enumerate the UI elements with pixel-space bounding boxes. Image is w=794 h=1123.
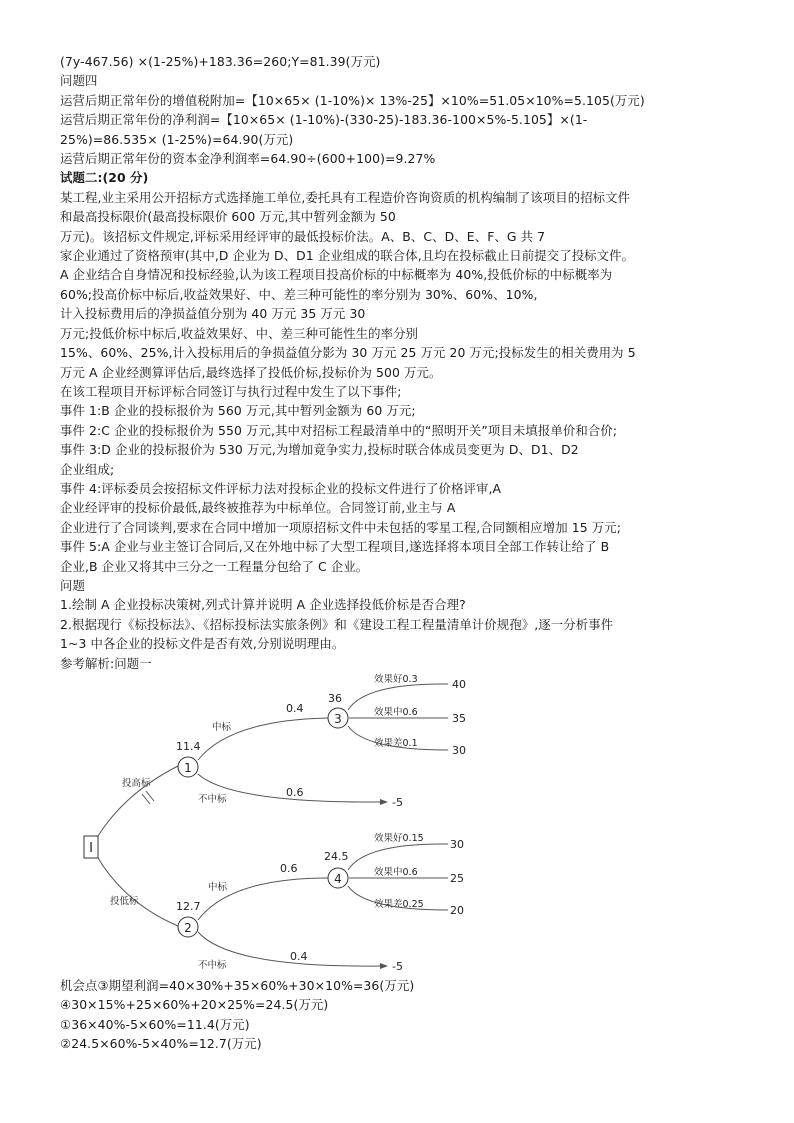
win-label: 中标 (212, 722, 232, 733)
paragraph-line: A 企业结合自身情况和投标经验,认为该工程项目投高价标的中标概率为 40%,投低价标的中标概率为 (60, 267, 613, 283)
event-line: 事件 1:B 企业的投标报价为 560 万元,其中暂列金额为 60 万元; (60, 403, 416, 419)
win-label: 中标 (208, 882, 228, 893)
answer-heading: 参考解析:问题一 (60, 655, 152, 671)
prob-win-low: 0.6 (280, 862, 298, 875)
payoff-value: 35 (452, 712, 466, 725)
prune-mark (142, 794, 150, 804)
payoff-value: 20 (450, 904, 464, 917)
chance-node-1-label: 1 (184, 761, 192, 775)
paragraph-line: 某工程,业主采用公开招标方式选择施工单位,委托具有工程造价咨询资质的机构编制了该项目的招标文件 (60, 189, 631, 205)
branch-low (98, 858, 178, 926)
lose-label: 不中标 (198, 960, 227, 971)
event-line: 企业组成; (60, 461, 115, 477)
low-bid-label: 投低标 (110, 896, 139, 907)
outcome-label: 效果差0.25 (374, 899, 424, 910)
chance-node-2-label: 2 (184, 921, 192, 935)
question-item: 1~3 中各企业的投标文件是否有效,分别说明理由。 (60, 636, 345, 652)
lose-label: 不中标 (198, 794, 227, 805)
question-item: 1.绘制 A 企业投标决策树,列式计算并说明 A 企业选择投低价标是否合理? (60, 597, 466, 613)
outcome-label: 效果好0.3 (374, 674, 418, 685)
chance-node-3-label: 3 (334, 712, 342, 726)
question-item: 2.根据现行《标投标法》、《招标投标法实旅条例》和《建设工程工程量清单计价规孢》,逐一分析事件 (60, 616, 614, 632)
arrow-icon (380, 799, 388, 805)
formula-line: 运营后期正常年份的增值税附加=【10×65× (1-10%)× 13%-25】×10%=51.05×10%=5.105(万元) (60, 92, 645, 108)
arrow-icon (380, 963, 388, 969)
calc-line: ①36×40%-5×60%=11.4(万元) (60, 1016, 250, 1032)
event-line: 事件 2:C 企业的投标报价为 550 万元,其中对招标工程最清单中的“照明开关”项目未填报单价和合价; (60, 422, 618, 438)
calc-line: ②24.5×60%-5×40%=12.7(万元) (60, 1036, 262, 1052)
outcome-label: 效果中0.6 (374, 707, 418, 718)
outcome-label: 效果中0.6 (374, 867, 418, 878)
ev-node-4: 24.5 (324, 850, 349, 863)
paragraph-line: 15%、60%、25%,计入投标用后的争损益值分影为 30 万元 25 万元 20 万元;投标发生的相关费用为 5 (60, 345, 636, 361)
event-line: 事件 3:D 企业的投标报价为 530 万元,为增加竟争实力,投标时联合体成员变更为 D、D1、D2 (60, 442, 579, 458)
payoff-value: 30 (450, 838, 464, 851)
decision-node-label: I (89, 841, 93, 856)
paragraph-line: 家企业通过了资格预审(其中,D 企业为 D、D1 企业组成的联合体,且均在投标截止日前提交了投标文件。 (60, 248, 635, 264)
prune-mark (146, 791, 154, 801)
paragraph-line: 万元 A 企业经测算评估后,最终选择了投低价标,投标价为 500 万元。 (60, 364, 442, 380)
decision-tree-diagram (80, 668, 480, 978)
paragraph-line: 万元;投低价标中标后,收益效果好、中、差三种可能性生的率分别 (60, 325, 419, 341)
payoff-value: -5 (392, 796, 403, 809)
high-bid-label: 投高标 (122, 778, 151, 789)
outcome-label: 效果差0.1 (374, 738, 418, 749)
section-title: 试题二:(20 分) (60, 170, 149, 186)
document-body (60, 52, 720, 673)
prob-lose-low: 0.4 (290, 950, 308, 963)
chance-node-4-label: 4 (334, 872, 342, 886)
question-heading: 问题 (60, 577, 85, 593)
payoff-value: 40 (452, 678, 466, 691)
event-line: 事件 4:评标委员会按招标文件评标力法对投标企业的投标文件进行了价格评审,A (60, 480, 502, 496)
ev-node-3: 36 (328, 692, 342, 705)
paragraph-line: 和最高投标限价(最高投标限价 600 万元,其中暂列金额为 50 (60, 209, 396, 225)
paragraph-line: 在该工程项目开标评标合同签订与执行过程中发生了以下事件; (60, 383, 402, 399)
calc-line: 机会点③期望利润=40×30%+35×60%+30×10%=36(万元) (60, 978, 415, 993)
prob-lose-high: 0.6 (286, 786, 304, 799)
formula-line: 运营后期正常年份的净利润=【10×65× (1-10%)-(330-25)-183.36-100×5%-5.105】×(1- (60, 112, 588, 128)
formula-line: (7y-467.56) ×(1-25%)+183.36=260;Y=81.39(万元) (60, 54, 381, 69)
ev-node-1: 11.4 (176, 740, 201, 753)
event-line: 事件 5:A 企业与业主签订合同后,又在外地中标了大型工程项目,遂选择将本项目全部工作转让给了 B (60, 539, 610, 555)
event-line: 企业,B 企业又将其中三分之一工程量分包给了 C 企业。 (60, 558, 369, 574)
event-line: 企业进行了合同谈判,要求在合同中增加一项原招标文件中未包括的零星工程,合同额相应增加 15 万元; (60, 519, 622, 535)
ev-node-2: 12.7 (176, 900, 201, 913)
payoff-value: 25 (450, 872, 464, 885)
branch-high (98, 766, 178, 836)
payoff-value: -5 (392, 960, 403, 973)
question-heading: 问题四 (60, 73, 98, 89)
outcome-label: 效果好0.15 (374, 833, 424, 844)
calculation-block (60, 976, 720, 1054)
paragraph-line: 万元)。该招标文件规定,评标采用经评审的最低投标价法。A、B、C、D、E、F、G 共 7 (60, 228, 546, 244)
formula-line: 25%)=86.535× (1-25%)=64.90(万元) (60, 131, 294, 147)
paragraph-line: 计入投标费用后的净损益值分别为 40 万元 35 万元 30 (60, 306, 366, 322)
paragraph-line: 60%;投高价标中标后,收益效果好、中、差三种可能性的率分别为 30%、60%、10%, (60, 286, 538, 302)
calc-line: ④30×15%+25×60%+20×25%=24.5(万元) (60, 997, 329, 1013)
payoff-value: 30 (452, 744, 466, 757)
event-line: 企业经评审的投标价最低,最终被推荐为中标单位。合同签订前,业主与 A (60, 500, 456, 516)
prob-win-high: 0.4 (286, 702, 304, 715)
formula-line: 运营后期正常年份的资本金净利润率=64.90÷(600+100)=9.27% (60, 151, 436, 167)
